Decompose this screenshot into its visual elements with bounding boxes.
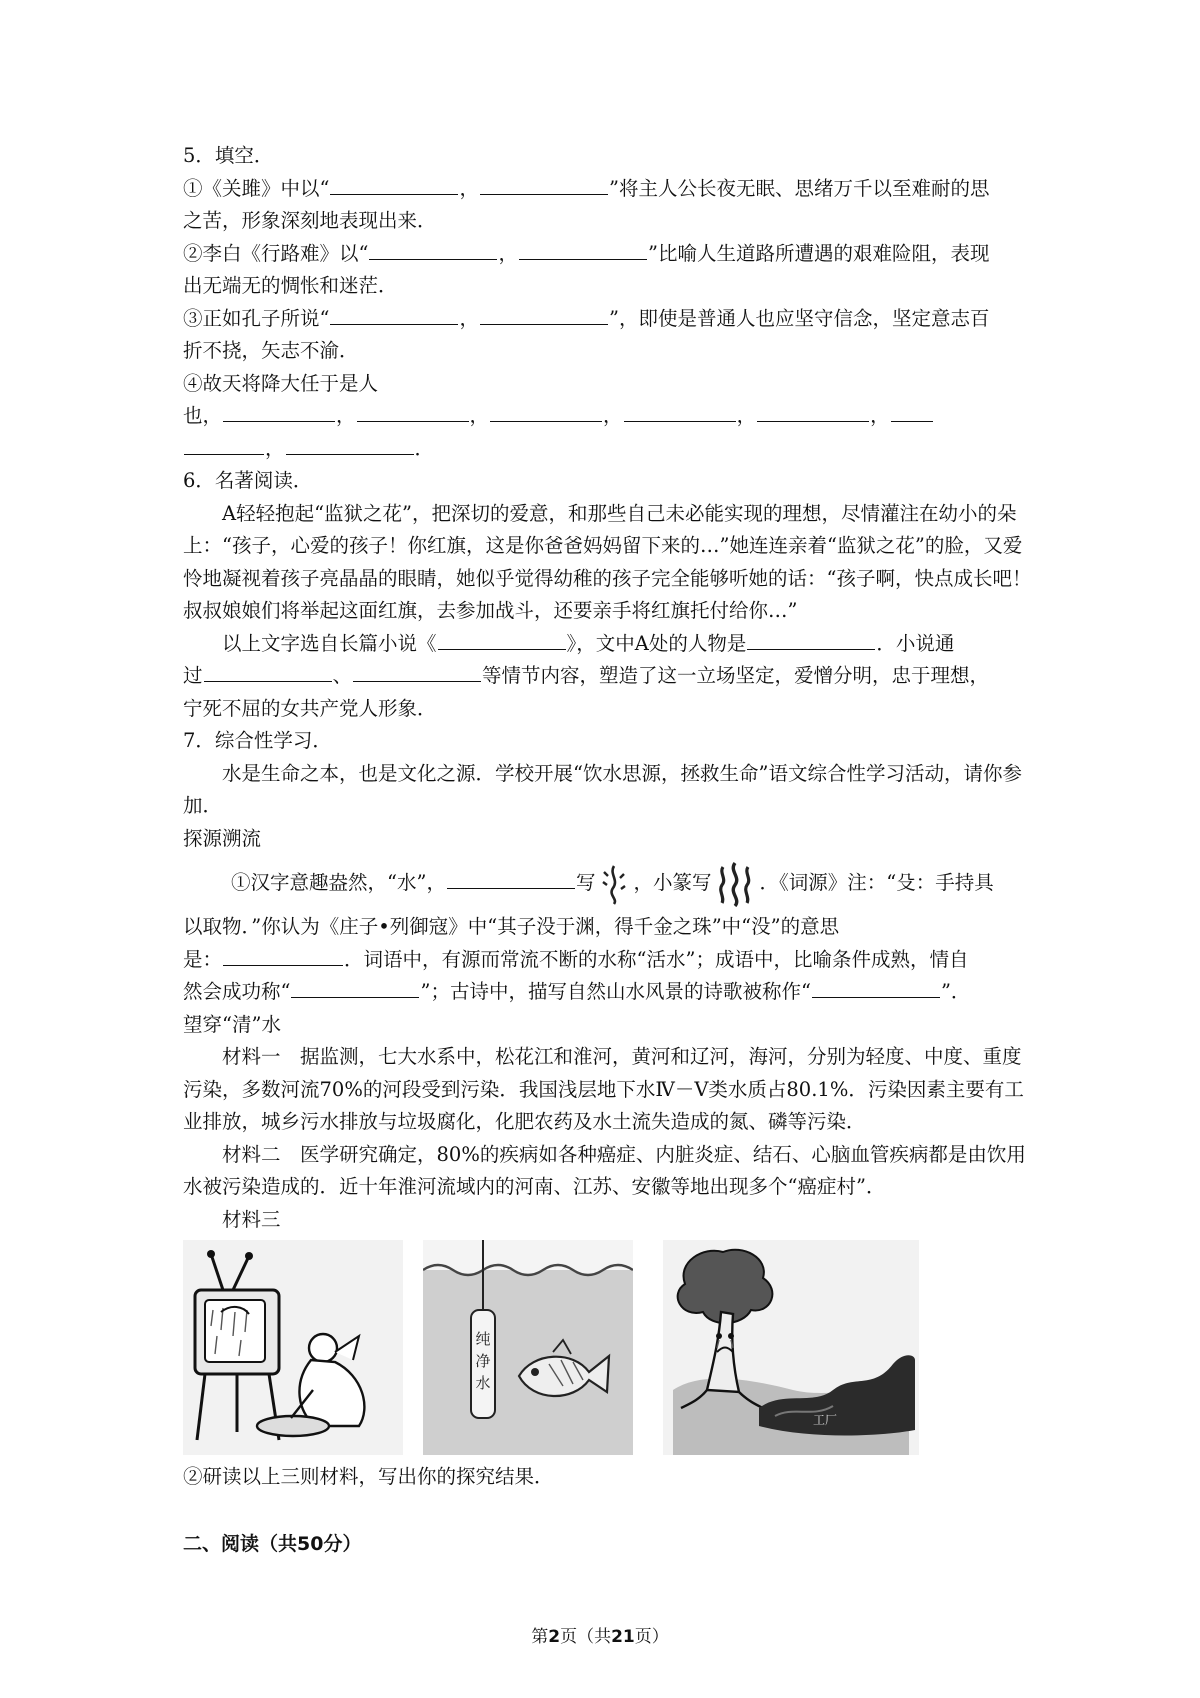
- q5-item1-line2: 之苦，形象深刻地表现出来．: [183, 209, 437, 232]
- q6-passage: [183, 498, 1033, 628]
- q7-material-3-label: 材料三: [222, 1207, 281, 1231]
- q7-row3-text: ．词语中，有源而常流不断的水称“活水”；成语中，比喻条件成熟，情自: [344, 947, 969, 971]
- answer-blank[interactable]: [291, 979, 419, 998]
- q6-question-text: 以上文字选自长篇小说《: [222, 631, 437, 655]
- q7-intro-text: 水是生命之本，也是文化之源．学校开展“饮水思源，拯救生命”语文综合性学习活动，请你参加．: [183, 761, 1022, 817]
- answer-blank[interactable]: [447, 870, 575, 889]
- q7-row3-text: 是：: [183, 947, 223, 971]
- factory-label: 工厂: [813, 1413, 838, 1427]
- q6-question-text: ．小说通: [876, 631, 955, 655]
- q5-item3-line1: [183, 303, 1033, 336]
- q6-question-line2: [183, 660, 1033, 693]
- q6-question-line3: 宁死不屈的女共产党人形象．: [183, 696, 437, 720]
- answer-blank[interactable]: [490, 403, 602, 422]
- q7-row2: 以取物．”你认为《庄子•列御寇》中“其子没于渊，得千金之珠”中“没”的意思: [183, 915, 840, 938]
- answer-blank[interactable]: [480, 176, 608, 195]
- footer-text: 页）: [634, 1627, 669, 1647]
- q5-title: 5．填空．: [183, 144, 274, 167]
- q7-row1-text: ，小篆写: [633, 871, 712, 894]
- answer-blank[interactable]: [747, 631, 875, 650]
- q5-item4-line3: [183, 433, 1033, 466]
- q7-row1-text: ①汉字意趣盎然，“水”，: [231, 871, 446, 894]
- q7-row1-text: 写: [575, 871, 596, 894]
- oracle-water-glyph-icon: [599, 862, 629, 906]
- q5-item4-text: 也，: [183, 404, 223, 427]
- q7-row3: [183, 944, 1033, 977]
- bottle-label-3: 水: [475, 1374, 491, 1392]
- q6-question-text: 》，文中A处的人物是: [566, 631, 747, 655]
- footer-text: 第: [531, 1627, 549, 1647]
- q7-subtitle-origin: 探源溯流: [183, 826, 262, 850]
- q7-row4-text: 然会成功称“: [183, 980, 291, 1003]
- q6-question-text: 过: [183, 664, 203, 687]
- comma: ，: [459, 176, 479, 200]
- q5-item3-text: ”，即使是普通人也应坚守信念，坚定意志百: [609, 306, 990, 330]
- comma: ，: [498, 241, 518, 265]
- q7-intro: [183, 758, 1033, 823]
- answer-blank[interactable]: [204, 663, 332, 682]
- q7-subtitle-clear-water: 望穿“清”水: [183, 1012, 281, 1036]
- q5-item3-line2: 折不挠，矢志不渝．: [183, 339, 359, 362]
- answer-blank[interactable]: [757, 403, 869, 422]
- answer-blank[interactable]: [223, 947, 343, 966]
- answer-blank[interactable]: [353, 663, 481, 682]
- q5-item2-text: ②李白《行路难》以“: [183, 241, 369, 265]
- answer-blank[interactable]: [812, 979, 940, 998]
- answer-blank[interactable]: [519, 241, 647, 260]
- q5-item1-text: ”将主人公长夜无眠、思绪万千以至难耐的思: [609, 176, 990, 200]
- polluted-water-bottle-fish-image: [423, 1240, 633, 1455]
- material-2-text: 材料二 医学研究确定，80%的疾病如各种癌症、内脏炎症、结石、心脑血管疾病都是由饮用水被污染造成的．近十年淮河流域内的河南、江苏、安徽等地出现多个“癌症村”．: [183, 1142, 1026, 1198]
- comma: ，: [870, 404, 890, 427]
- comma: ，: [336, 404, 356, 427]
- q7-title: 7．综合性学习．: [183, 729, 332, 752]
- tv-washing-cartoon-image: [183, 1240, 403, 1455]
- answer-blank[interactable]: [624, 403, 736, 422]
- q5-item2-line1: [183, 238, 1033, 271]
- q5-item2-line2: 出无端无的惆怅和迷茫．: [183, 274, 398, 297]
- answer-blank[interactable]: [223, 403, 335, 422]
- page-number: 2: [548, 1627, 561, 1647]
- comma: ，: [603, 404, 623, 427]
- q5-item3-text: ③正如孔子所说“: [183, 306, 330, 330]
- material-1-text: 材料一 据监测，七大水系中，松花江和淮河，黄河和辽河，海河，分别为轻度、中度、重度污染，多数河流70%的河段受到污染．我国浅层地下水Ⅳ－Ⅴ类水质占80.1%．污染因素主要有工业排放，城乡污水排放与垃圾腐化，化肥农药及水土流失造成的氮、磷等污染．: [183, 1045, 1024, 1133]
- q6-question-line1: [183, 628, 1033, 661]
- q7-row1-text: ．《词源》注：“殳：手持具: [759, 871, 994, 894]
- footer-text: 页（共: [560, 1627, 612, 1647]
- period: ．: [414, 436, 435, 460]
- bottle-label-1: 纯: [475, 1330, 491, 1348]
- q7-row4: [183, 976, 1033, 1009]
- q7-material-1: [183, 1041, 1033, 1139]
- seal-water-glyph-icon: [715, 861, 755, 907]
- document-page: [183, 140, 1033, 1560]
- answer-blank[interactable]: [286, 436, 414, 455]
- q5-item2-text: ”比喻人生道路所遭遇的艰难险阻，表现: [648, 241, 990, 265]
- q6-question-text: 等情节内容，塑造了这一立场坚定，爱憎分明，忠于理想，: [482, 664, 990, 687]
- q5-item1-text: ①《关雎》中以“: [183, 176, 330, 200]
- material-3-pictures: [183, 1240, 919, 1455]
- q5-item4-line1: ④故天将降大任于是人: [183, 371, 379, 395]
- page-footer: [0, 1622, 1200, 1647]
- bottle-label-2: 净: [475, 1352, 491, 1370]
- q7-task: ②研读以上三则材料，写出你的探究结果．: [183, 1465, 554, 1488]
- q5-item1-line1: [183, 173, 1033, 206]
- q7-material-2: [183, 1139, 1033, 1204]
- total-pages: 21: [611, 1627, 635, 1647]
- answer-blank[interactable]: [184, 436, 264, 455]
- comma: ，: [459, 306, 479, 330]
- answer-blank[interactable]: [330, 176, 458, 195]
- q6-passage-text: A轻轻抱起“监狱之花”，把深切的爱意，和那些自己未必能实现的理想，尽情灌注在幼小的朵上：“孩子，心爱的孩子！你红旗，这是你爸爸妈妈留下来的…”她连连亲着“监狱之花”的脸，又爱怜地凝视着孩子亮晶晶的眼睛，她似乎觉得幼稚的孩子完全能够听她的话：“孩子啊，快点成长吧！叔叔娘娘们将举起这面红旗，去参加战斗，还要亲手将红旗托付给你…”: [183, 501, 1032, 622]
- q6-question-text: 、: [332, 664, 353, 687]
- comma: ，: [469, 404, 490, 427]
- answer-blank[interactable]: [369, 241, 497, 260]
- q5-item4-line2: [183, 400, 1033, 433]
- answer-blank[interactable]: [891, 403, 933, 422]
- answer-blank[interactable]: [330, 306, 458, 325]
- answer-blank[interactable]: [438, 631, 566, 650]
- comma: ，: [265, 436, 285, 460]
- q6-title: 6．名著阅读．: [183, 469, 313, 492]
- comma: ，: [736, 404, 757, 427]
- answer-blank[interactable]: [357, 403, 469, 422]
- answer-blank[interactable]: [480, 306, 608, 325]
- section-2-heading: 二、阅读（共50分）: [183, 1532, 362, 1555]
- q7-row1: [183, 855, 1033, 911]
- crying-tree-sewage-image: [663, 1240, 919, 1455]
- q7-row4-text: ”．: [940, 980, 971, 1003]
- q7-row4-text: ”；古诗中，描写自然山水风景的诗歌被称作“: [420, 980, 811, 1003]
